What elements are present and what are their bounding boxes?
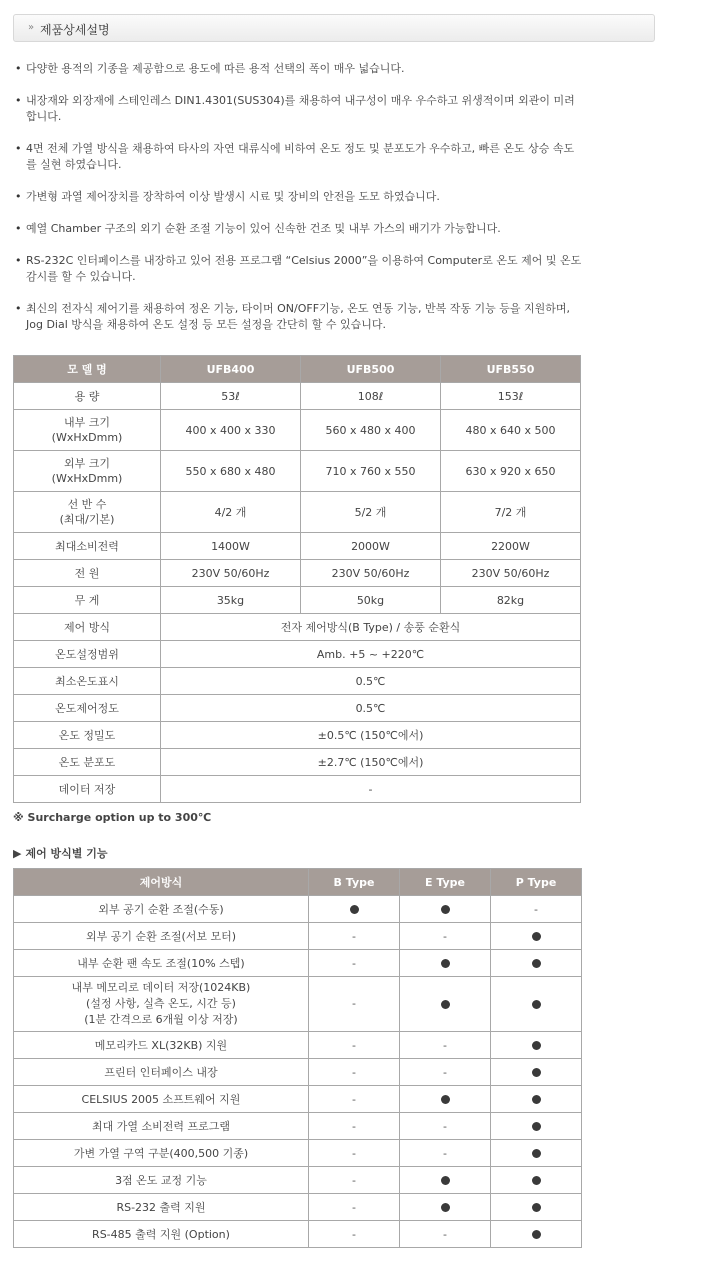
spec-row	[14, 668, 581, 695]
supported-dot-icon	[532, 1149, 541, 1158]
supported-dot-icon	[532, 1176, 541, 1185]
func-row-label: 메모리카드 XL(32KB) 지원	[14, 1032, 309, 1059]
func-cell	[400, 1221, 491, 1248]
description-item: • 최신의 전자식 제어기를 채용하여 정온 기능, 타이머 ON/OFF기능, 온도 연동 기능, 반복 작동 기능 등을 지원하며, Jog Dial 방식을 채용하여 온도 설정 등 모든 설정을 간단히 할 수 있습니다.	[14, 301, 584, 333]
supported-dot-icon	[532, 959, 541, 968]
func-cell	[309, 1113, 400, 1140]
supported-dot-icon	[441, 959, 450, 968]
func-cell	[491, 1113, 582, 1140]
spec-row	[14, 492, 581, 533]
supported-dot-icon	[532, 1068, 541, 1077]
func-row	[14, 923, 582, 950]
func-row-label: 최대 가열 소비전력 프로그램	[14, 1113, 309, 1140]
func-cell	[309, 1194, 400, 1221]
spec-row-label: 데이터 저장	[14, 776, 161, 803]
description-item: • RS-232C 인터페이스를 내장하고 있어 전용 프로그램 “Celsius 2000”을 이용하여 Computer로 온도 제어 및 온도 감시를 할 수 있습니다.	[14, 253, 584, 285]
spec-row-label: 외부 크기 (WxHxDmm)	[14, 451, 161, 492]
supported-dot-icon	[441, 1203, 450, 1212]
func-header-e-type: E Type	[400, 869, 491, 896]
spec-row-label: 최대소비전력	[14, 533, 161, 560]
spec-cell: 2200W	[441, 533, 581, 560]
spec-cell: 480 x 640 x 500	[441, 410, 581, 451]
spec-cell: 82kg	[441, 587, 581, 614]
supported-dot-icon	[532, 1000, 541, 1009]
spec-merged-cell: ±0.5℃ (150℃에서)	[161, 722, 581, 749]
spec-merged-cell: -	[161, 776, 581, 803]
spec-cell: 230V 50/60Hz	[441, 560, 581, 587]
triangle-right-icon: ▶	[13, 847, 22, 860]
spec-row	[14, 410, 581, 451]
description-item: • 다양한 용적의 기종을 제공함으로 용도에 따른 용적 선택의 폭이 매우 넓습니다.	[14, 61, 584, 77]
func-row-label: 외부 공기 순환 조절(서보 모터)	[14, 923, 309, 950]
func-row-label: 내부 메모리로 데이터 저장(1024KB) (설정 사항, 실측 온도, 시간 등) (1분 간격으로 6개월 이상 저장)	[14, 977, 309, 1032]
func-row-label: 내부 순환 팬 속도 조절(10% 스텝)	[14, 950, 309, 977]
spec-row-label: 무 게	[14, 587, 161, 614]
unsupported-dash: -	[443, 1227, 447, 1241]
spec-row	[14, 695, 581, 722]
func-cell	[491, 896, 582, 923]
spec-row	[14, 722, 581, 749]
unsupported-dash: -	[352, 1227, 356, 1241]
spec-row-label: 전 원	[14, 560, 161, 587]
func-cell	[400, 896, 491, 923]
spec-cell: 1400W	[161, 533, 301, 560]
supported-dot-icon	[532, 1203, 541, 1212]
func-cell	[491, 1086, 582, 1113]
supported-dot-icon	[441, 1095, 450, 1104]
func-cell	[400, 1113, 491, 1140]
section-title: 제품상세설명	[40, 23, 110, 37]
surcharge-note: ※ Surcharge option up to 300℃	[13, 811, 212, 824]
func-header-b-type: B Type	[309, 869, 400, 896]
supported-dot-icon	[441, 1176, 450, 1185]
description-list	[14, 61, 584, 349]
func-row	[14, 1032, 582, 1059]
spec-cell: 35kg	[161, 587, 301, 614]
spec-row-label: 용 량	[14, 383, 161, 410]
func-cell	[491, 1194, 582, 1221]
spec-row	[14, 383, 581, 410]
function-table	[13, 868, 582, 1248]
func-cell	[400, 1086, 491, 1113]
spec-table	[13, 355, 581, 803]
func-row-label: 프린터 인터페이스 내장	[14, 1059, 309, 1086]
supported-dot-icon	[532, 1095, 541, 1104]
spec-header-model: 모 델 명	[14, 356, 161, 383]
spec-cell: 710 x 760 x 550	[301, 451, 441, 492]
spec-header-row	[14, 356, 581, 383]
func-row	[14, 1221, 582, 1248]
spec-header-ufb550: UFB550	[441, 356, 581, 383]
func-cell	[309, 923, 400, 950]
func-row-label: RS-232 출력 지원	[14, 1194, 309, 1221]
spec-row-label: 선 반 수 (최대/기본)	[14, 492, 161, 533]
supported-dot-icon	[441, 1000, 450, 1009]
spec-header-ufb400: UFB400	[161, 356, 301, 383]
spec-row-label: 온도설정범위	[14, 641, 161, 668]
func-section-heading	[13, 845, 108, 861]
func-section-title: 제어 방식별 기능	[25, 847, 108, 860]
func-header-p-type: P Type	[491, 869, 582, 896]
func-cell	[491, 1059, 582, 1086]
spec-row	[14, 560, 581, 587]
unsupported-dash: -	[352, 1038, 356, 1052]
func-header-row	[14, 869, 582, 896]
spec-row	[14, 641, 581, 668]
unsupported-dash: -	[352, 1200, 356, 1214]
unsupported-dash: -	[534, 902, 538, 916]
spec-cell: 153ℓ	[441, 383, 581, 410]
spec-cell: 4/2 개	[161, 492, 301, 533]
description-item: • 가변형 과열 제어장치를 장착하여 이상 발생시 시료 및 장비의 안전을 도모 하였습니다.	[14, 189, 584, 205]
func-row	[14, 1113, 582, 1140]
spec-cell: 550 x 680 x 480	[161, 451, 301, 492]
spec-cell: 560 x 480 x 400	[301, 410, 441, 451]
spec-cell: 50kg	[301, 587, 441, 614]
unsupported-dash: -	[352, 997, 356, 1010]
spec-header-ufb500: UFB500	[301, 356, 441, 383]
spec-row-label: 온도 분포도	[14, 749, 161, 776]
supported-dot-icon	[350, 905, 359, 914]
spec-cell: 5/2 개	[301, 492, 441, 533]
func-cell	[491, 950, 582, 977]
spec-merged-cell: 0.5℃	[161, 668, 581, 695]
func-row	[14, 977, 582, 1032]
func-cell	[400, 1140, 491, 1167]
func-row	[14, 1059, 582, 1086]
unsupported-dash: -	[352, 1119, 356, 1133]
unsupported-dash: -	[443, 1146, 447, 1160]
func-cell	[400, 1059, 491, 1086]
unsupported-dash: -	[443, 929, 447, 943]
unsupported-dash: -	[352, 1092, 356, 1106]
func-row-label: 외부 공기 순환 조절(수동)	[14, 896, 309, 923]
spec-cell: 108ℓ	[301, 383, 441, 410]
func-cell	[309, 950, 400, 977]
func-cell	[309, 1167, 400, 1194]
func-cell	[491, 1032, 582, 1059]
func-row	[14, 1194, 582, 1221]
spec-merged-cell: 전자 제어방식(B Type) / 송풍 순환식	[161, 614, 581, 641]
section-tab	[13, 14, 655, 42]
spec-cell: 2000W	[301, 533, 441, 560]
supported-dot-icon	[532, 1230, 541, 1239]
func-cell	[400, 1167, 491, 1194]
spec-row	[14, 776, 581, 803]
func-cell	[400, 1194, 491, 1221]
description-item: • 예열 Chamber 구조의 외기 순환 조절 기능이 있어 신속한 건조 및 내부 가스의 배기가 가능합니다.	[14, 221, 584, 237]
spec-cell: 400 x 400 x 330	[161, 410, 301, 451]
unsupported-dash: -	[352, 1065, 356, 1079]
spec-merged-cell: Amb. +5 ~ +220℃	[161, 641, 581, 668]
spec-row-label: 제어 방식	[14, 614, 161, 641]
func-cell	[400, 977, 491, 1032]
spec-row-label: 온도 정밀도	[14, 722, 161, 749]
unsupported-dash: -	[352, 929, 356, 943]
func-header-method: 제어방식	[14, 869, 309, 896]
unsupported-dash: -	[443, 1065, 447, 1079]
func-row	[14, 896, 582, 923]
func-row	[14, 1167, 582, 1194]
double-arrow-icon: »	[28, 22, 35, 33]
spec-row	[14, 614, 581, 641]
spec-row-label: 최소온도표시	[14, 668, 161, 695]
spec-cell: 230V 50/60Hz	[301, 560, 441, 587]
func-cell	[309, 1086, 400, 1113]
spec-merged-cell: 0.5℃	[161, 695, 581, 722]
func-row-label: 가변 가열 구역 구분(400,500 기종)	[14, 1140, 309, 1167]
description-item: • 4면 전체 가열 방식을 채용하여 타사의 자연 대류식에 비하여 온도 정도 및 분포도가 우수하고, 빠른 온도 상승 속도를 실현 하였습니다.	[14, 141, 584, 173]
func-row-label: CELSIUS 2005 소프트웨어 지원	[14, 1086, 309, 1113]
unsupported-dash: -	[352, 1173, 356, 1187]
supported-dot-icon	[532, 1041, 541, 1050]
spec-row	[14, 587, 581, 614]
func-cell	[309, 1221, 400, 1248]
description-item: • 내장재와 외장재에 스테인레스 DIN1.4301(SUS304)를 채용하여 내구성이 매우 우수하고 위생적이며 외관이 미려합니다.	[14, 93, 584, 125]
func-cell	[309, 1059, 400, 1086]
spec-cell: 7/2 개	[441, 492, 581, 533]
func-row	[14, 1140, 582, 1167]
func-cell	[309, 977, 400, 1032]
func-row-label: RS-485 출력 지원 (Option)	[14, 1221, 309, 1248]
spec-row	[14, 451, 581, 492]
func-cell	[309, 1140, 400, 1167]
spec-row-label: 내부 크기 (WxHxDmm)	[14, 410, 161, 451]
func-row	[14, 950, 582, 977]
supported-dot-icon	[532, 1122, 541, 1131]
spec-cell: 53ℓ	[161, 383, 301, 410]
supported-dot-icon	[441, 905, 450, 914]
spec-row	[14, 749, 581, 776]
func-cell	[400, 1032, 491, 1059]
spec-cell: 630 x 920 x 650	[441, 451, 581, 492]
spec-cell: 230V 50/60Hz	[161, 560, 301, 587]
func-cell	[491, 977, 582, 1032]
func-cell	[491, 1167, 582, 1194]
func-row	[14, 1086, 582, 1113]
func-cell	[309, 896, 400, 923]
func-cell	[400, 923, 491, 950]
func-cell	[309, 1032, 400, 1059]
unsupported-dash: -	[443, 1119, 447, 1133]
unsupported-dash: -	[443, 1038, 447, 1052]
spec-row	[14, 533, 581, 560]
func-cell	[400, 950, 491, 977]
spec-row-label: 온도제어정도	[14, 695, 161, 722]
supported-dot-icon	[532, 932, 541, 941]
func-row-label: 3점 온도 교정 기능	[14, 1167, 309, 1194]
func-cell	[491, 923, 582, 950]
func-cell	[491, 1140, 582, 1167]
spec-merged-cell: ±2.7℃ (150℃에서)	[161, 749, 581, 776]
func-cell	[491, 1221, 582, 1248]
unsupported-dash: -	[352, 956, 356, 970]
unsupported-dash: -	[352, 1146, 356, 1160]
